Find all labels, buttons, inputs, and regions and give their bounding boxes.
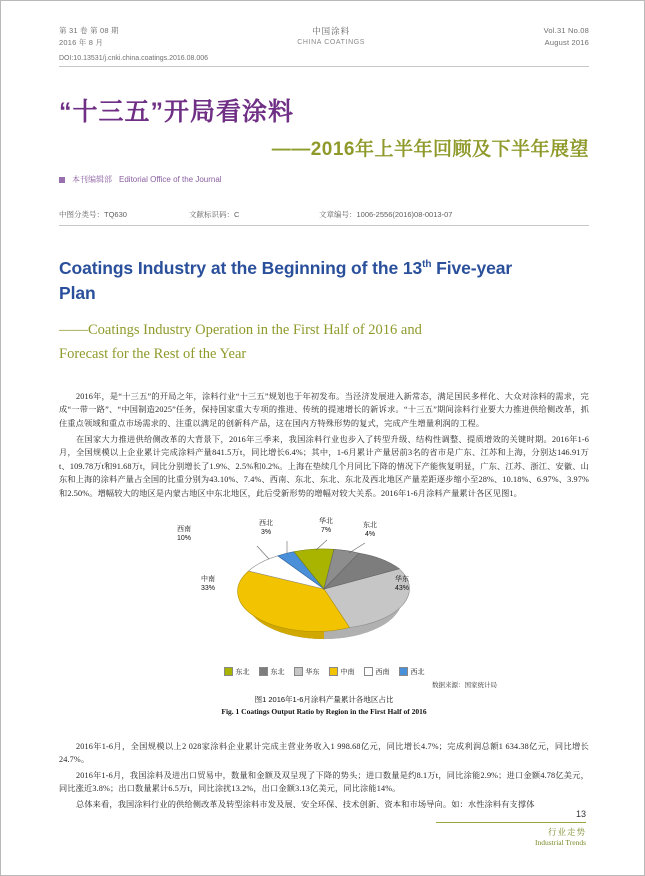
page-subtitle-cn: ——2016年上半年回顾及下半年展望 [271,139,589,160]
pie-label-zhongnan-name: 中南 [201,575,215,583]
header-left [59,25,119,49]
issue-date-en: August 2016 [544,38,589,47]
footer-divider [436,822,586,823]
article-id: 文章编号：1006-2556(2016)08-0013-07 [319,210,453,219]
legend-item-2 [294,667,320,677]
header-center [297,25,365,49]
legend-swatch-icon [364,667,373,676]
volume-issue-en: Vol.31 No.08 [543,26,589,35]
author-name-cn: 本刊编辑部 [72,175,112,184]
pie-label-huabei-value: 7% [320,526,332,534]
author-row [59,174,589,185]
legend-label: 西南 [375,668,390,676]
pie-label-huadong [395,575,409,593]
pie-label-huadong-value: 43% [395,584,410,592]
title-en-part1: Coatings Industry at the Beginning of the 13 [59,257,423,278]
pie-label-dongbei-name: 东北 [363,521,377,529]
legend-item-1 [259,667,285,677]
pie-label-huadong-name: 华东 [395,575,409,583]
legend-label: 中南 [340,668,355,676]
page-header [59,25,589,49]
bullet-square-icon [59,177,65,183]
chinese-title-block [59,97,589,185]
pie-label-dongbei-value: 4% [364,530,376,538]
pie-label-zhongnan-value: 33% [201,584,216,592]
meta-divider [59,225,589,226]
page-content [59,25,589,814]
leader-line-huabei [316,540,327,550]
legend-item-3 [329,667,355,677]
clc-number: 中图分类号：TQ630 [59,210,127,219]
footer-section-cn: 行业走势 [547,827,586,837]
figure-caption-cn: 图1 2016年1-6月涂料产量累计各地区占比 [254,694,394,704]
volume-issue: 第 31 卷 第 08 期 [59,26,119,35]
page-subtitle-en [59,318,589,366]
pie-label-huabei-name: 华北 [319,517,333,525]
legend-swatch-icon [329,667,338,676]
pie-label-zhongnan [201,575,215,593]
article-body-bottom [59,740,589,812]
paragraph: 总体来看，我国涂料行业的供给侧改革及转型涂料市发及展、安全环保、技术创新、资本和市场导向。如：水性涂料有支撑体 [76,799,535,809]
pie-label-xibei-name: 西北 [259,519,273,527]
legend-item-4 [364,667,390,677]
figure-1 [59,513,589,716]
page-number: 13 [575,809,586,819]
journal-name-en: CHINA COATINGS [297,39,366,46]
paragraph: 2016年，是“十三五”的开局之年，涂料行业“十三五”规划也于年初发布。当泾济发展进入新常态，满足国民多样化、大众对涂料的需求，完成“一带一路”、“中国制造2025”任务，保持国家重大专项的推进、传统的提速增长的新诉求。“十三五”期间涂料行业要大力推进供给侧改革，抓住重点领域和重点市场需求的、注重以满足的创新科产品，这在国内方特殊形势的复式，完成产生增量利润的工程。 [59,391,589,429]
page-footer [436,809,586,847]
leader-line-dongbei [349,543,365,553]
page-title-cn: “十三五”开局看涂料 [59,98,295,126]
chart-legend [59,667,589,677]
title-en-superscript: th [422,259,432,270]
paragraph: 2016年1-6月，全国规模以上2 028家涂料企业累计完成主营业务收入1 998.68亿元，同比增长4.7%；完成利润总额1 634.38亿元，同比增长24.7%。 [59,741,589,765]
pie-label-xinan [177,525,191,543]
legend-label: 东北 [270,668,285,676]
legend-label: 西北 [410,668,425,676]
legend-label: 东北 [235,668,250,676]
page-title-en [59,252,589,306]
pie-chart [159,513,489,663]
pie-label-xinan-name: 西南 [177,525,191,533]
author-name-en: Editorial Office of the Journal [119,175,222,184]
leader-line-xinan [257,546,269,559]
title-en-part3: Plan [59,282,96,303]
paragraph: 在国家大力推进供给侧改革的大背景下，2016年三季来，我国涂料行业也步入了转型升级、结构性调整、提质增效的关键时期。2016年1-6月，全国规模以上企业累计完成涂料产量841.5万t，同比增长6.4%；其中，1-6月累计产量居前3名的省市是广东、江苏和上海，分别达146.91万t、109.78万t和91.68万t，同比分别增长了1.9%、2.5%和0.2%。上海在垫续几个月同比下降的情况下产能恢复明显，广东、江苏、浙江、安徽、山东和上海的涂料产量占全国的比重分别为43.10%、7.4%、西南、东北、东北、东北及西北地区产量差距逐步缩小至28%、10.18%、6.97%、3.97%和2.50%。增幅较大的地区是内蒙古地区中东北地区，此后受新形势的增幅对较大关系。2016年1-6月涂料产量累计各区见图1。 [59,434,589,498]
pie-label-xibei [259,519,273,537]
pie-label-xinan-value: 10% [177,534,192,542]
header-divider [59,66,589,67]
doi-text: DOI:10.13531/j.cnki.china.coatings.2016.08.006 [59,55,209,62]
article-meta [59,209,589,220]
legend-swatch-icon [399,667,408,676]
journal-name-cn: 中国涂料 [312,26,351,36]
header-right [544,25,589,49]
issue-date-cn: 2016 年 8 月 [59,38,104,47]
subtitle-en-line2: Forecast for the Rest of the Year [59,345,247,362]
paragraph: 2016年1-6月，我国涂料及进出口贸易中，数量和金额及双呈现了下降的势头；进口数量是约8.1万t，同比涂能2.9%；进口金额4.78亿美元，同比涨近3.8%；出口数量累计6.5万t，同比涂扰13.2%，出口金额3.13亿美元，同比涂能14%。 [59,770,589,794]
pie-label-huabei [319,517,333,535]
legend-swatch-icon [259,667,268,676]
article-body-top [59,390,589,501]
pie-label-xibei-value: 3% [260,528,272,536]
title-en-part2: Five-year [431,257,513,278]
legend-item-0 [224,667,250,677]
legend-swatch-icon [224,667,233,676]
subtitle-en-line1: ——Coatings Industry Operation in the First Half of 2016 and [59,321,422,338]
pie-label-dongbei [363,521,377,539]
footer-section-en: Industrial Trends [534,838,586,847]
legend-label: 华东 [305,668,320,676]
legend-item-5 [399,667,425,677]
document-code: 文献标识码：C [189,210,240,219]
chart-source: 数据来源：国家统计局 [432,681,497,689]
figure-caption-en: Fig. 1 Coatings Output Ratio by Region in the First Half of 2016 [221,706,427,716]
legend-swatch-icon [294,667,303,676]
